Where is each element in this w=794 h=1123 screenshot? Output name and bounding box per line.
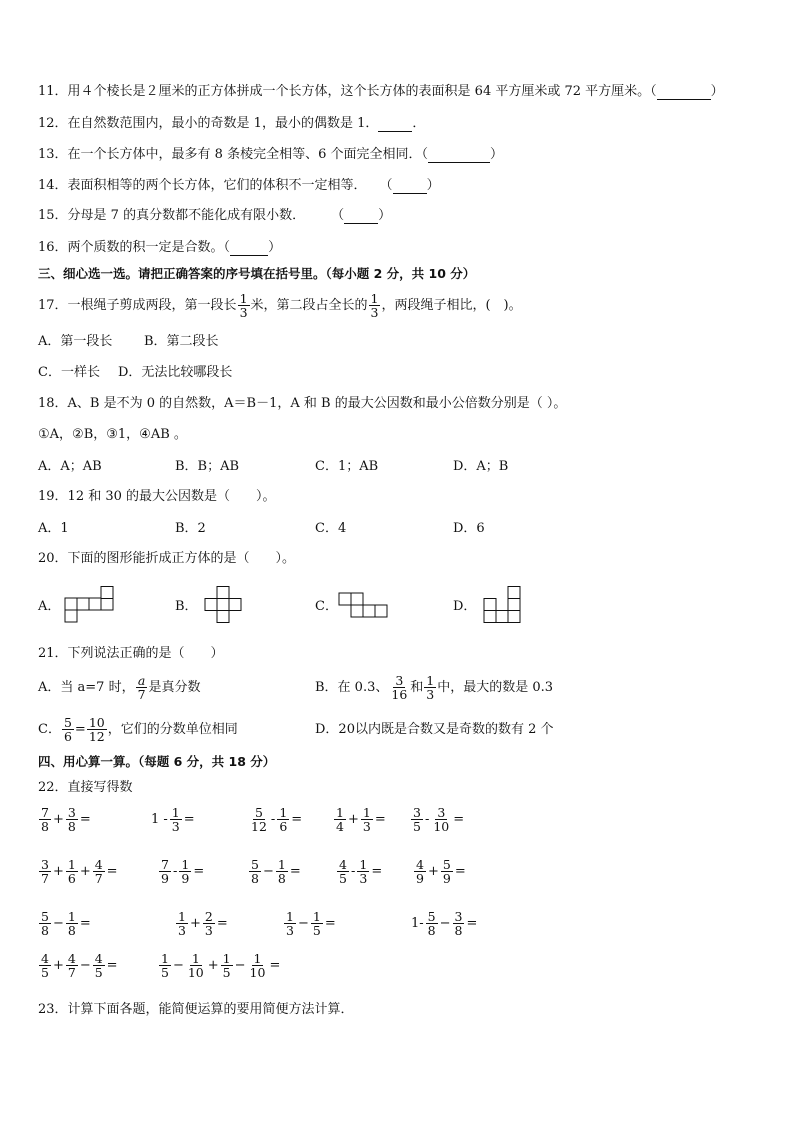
option-text: ，它们的分数单位相同 <box>107 722 238 737</box>
question-22 <box>38 780 133 796</box>
period: ． <box>412 116 426 131</box>
paren-close: ） <box>710 84 724 99</box>
numerator: 2 <box>204 909 213 924</box>
equals-sign: = <box>269 958 281 974</box>
q19-option-a[interactable]: A．1 <box>38 521 69 536</box>
question-number: 17． <box>38 298 68 314</box>
option-text: 和 <box>410 680 424 695</box>
q19-option-c[interactable]: C．4 <box>315 521 347 536</box>
question-number: 20． <box>38 551 68 566</box>
fraction <box>334 806 346 833</box>
equals-sign: = <box>183 812 195 828</box>
denominator: 5 <box>339 871 347 887</box>
calc-expression <box>413 858 467 885</box>
cube-net-a-icon <box>64 586 118 624</box>
denominator: 6 <box>279 819 288 835</box>
equals-sign: = <box>74 722 86 737</box>
option-text: 中，最大的数是 0.3 <box>437 680 554 695</box>
numerator: 3 <box>395 672 404 688</box>
fraction <box>248 952 268 979</box>
operator: − <box>297 916 309 932</box>
fraction <box>249 858 261 885</box>
operator: + <box>79 864 91 880</box>
fraction <box>39 806 51 833</box>
section-3-title: 三、细心选一选。请把正确答案的序号填在括号里。（每小题 2 分，共 10 分） <box>38 266 476 281</box>
denominator: 8 <box>454 923 463 939</box>
paren-close: ） <box>378 208 392 223</box>
fraction <box>453 910 465 937</box>
option-text: C． <box>38 722 61 737</box>
numerator: 4 <box>41 951 49 966</box>
equals-sign: = <box>106 864 118 880</box>
q20-option-a[interactable]: A． <box>38 599 61 614</box>
q19-option-b[interactable]: B．2 <box>175 521 206 536</box>
question-text: 下列说法正确的是（ ） <box>67 646 224 661</box>
numerator: 3 <box>454 909 463 924</box>
denominator: 4 <box>336 819 344 835</box>
question-text: 一根绳子剪成两段，第一段长 <box>67 298 237 314</box>
fraction <box>176 910 188 937</box>
q21-option-b[interactable] <box>315 672 553 704</box>
q20-option-d[interactable]: D． <box>453 599 477 614</box>
equals-sign: = <box>454 864 466 880</box>
fraction <box>221 952 233 979</box>
denominator: 8 <box>41 819 49 835</box>
question-text: 用４个棱长是２厘米的正方体拼成一个长方体，这个长方体的表面积是 64 平方厘米或 72 平方厘米。（ <box>67 84 657 99</box>
calc-expression <box>283 910 337 937</box>
q21-option-d[interactable]: D．20以内既是合数又是奇数的数有 2 个 <box>315 722 554 737</box>
denominator: 8 <box>67 923 76 939</box>
denominator: 3 <box>359 871 368 887</box>
question-number: 14． <box>38 178 68 193</box>
numerator: 10 <box>88 714 105 730</box>
q17-option-d[interactable]: D．无法比较哪段长 <box>118 365 233 380</box>
numerator: 1 <box>67 909 76 924</box>
fraction <box>186 952 206 979</box>
question-number: 19． <box>38 489 68 504</box>
question-text: 12 和 30 的最大公因数是（ ）。 <box>67 489 276 504</box>
numerator: 4 <box>94 857 103 872</box>
question-18 <box>38 396 566 412</box>
denominator: 8 <box>67 819 76 835</box>
numerator: 3 <box>41 857 49 872</box>
numerator: 5 <box>251 857 259 872</box>
operator: + <box>207 958 219 974</box>
calc-expression <box>38 910 92 937</box>
operator: - <box>350 864 356 880</box>
question-number: 22． <box>38 780 68 795</box>
fraction <box>39 910 51 937</box>
numerator: a <box>137 672 146 688</box>
numerator: 4 <box>67 951 76 966</box>
answer-blank[interactable] <box>393 181 427 194</box>
denominator: 7 <box>94 871 103 887</box>
q18-option-a[interactable]: A．A；AB <box>38 459 102 474</box>
denominator: 7 <box>41 871 49 887</box>
numerator: 3 <box>437 805 446 820</box>
calc-expression <box>410 806 465 833</box>
denominator: 3 <box>178 923 186 939</box>
calc-expression <box>248 858 302 885</box>
fraction <box>203 910 215 937</box>
fraction <box>411 806 423 833</box>
question-number: 18． <box>38 396 68 411</box>
denominator: 10 <box>433 819 450 835</box>
calc-expression <box>175 910 229 937</box>
numerator: 4 <box>94 951 103 966</box>
numerator: 1 <box>171 805 180 820</box>
question-16 <box>38 240 281 256</box>
fraction <box>284 910 296 937</box>
q18-option-d[interactable]: D．A；B <box>453 459 509 474</box>
paren-close: ） <box>426 178 440 193</box>
numerator: 1 <box>362 805 371 820</box>
numerator: 1 <box>67 857 76 872</box>
q17-option-b[interactable]: B．第二段长 <box>144 334 219 349</box>
option-text: A．当 a=7 时， <box>38 680 135 695</box>
operator: + <box>427 864 439 880</box>
denominator: 12 <box>88 729 105 744</box>
q17-option-c[interactable]: C．一样长 <box>38 365 100 380</box>
denominator: 9 <box>442 871 451 887</box>
fraction <box>277 806 289 833</box>
equals-sign: = <box>324 916 336 932</box>
numerator: 1 <box>222 951 231 966</box>
question-23 <box>38 1002 354 1018</box>
option-text: 是真分数 <box>148 680 201 695</box>
calc-expression <box>248 806 303 833</box>
operator: + <box>347 812 359 828</box>
fraction <box>311 910 323 937</box>
operator: − <box>52 916 64 932</box>
operator: + <box>52 864 64 880</box>
question-number: 12． <box>38 116 68 131</box>
numerator: 1 <box>359 857 368 872</box>
numerator: 5 <box>41 909 49 924</box>
numerator: 1 <box>181 857 190 872</box>
fraction <box>249 806 269 833</box>
calc-expression <box>333 806 387 833</box>
fraction <box>66 806 78 833</box>
question-number: 11． <box>38 84 68 99</box>
equals-sign: = <box>193 864 205 880</box>
fraction <box>361 806 373 833</box>
denominator: 3 <box>362 819 371 835</box>
answer-blank[interactable] <box>657 87 711 100</box>
numerator: 1 <box>161 951 169 966</box>
denominator: 3 <box>239 305 248 321</box>
denominator: 5 <box>312 923 321 939</box>
denominator: 3 <box>171 819 180 835</box>
operator: 1 - <box>151 812 168 828</box>
fraction <box>39 952 51 979</box>
denominator: 5 <box>222 965 231 981</box>
operator: - <box>424 812 430 828</box>
calc-expression <box>38 952 119 979</box>
fraction <box>93 952 105 979</box>
denominator: 5 <box>41 965 49 981</box>
numerator: 5 <box>63 714 72 730</box>
equals-sign: = <box>79 916 91 932</box>
denominator: 6 <box>67 871 76 887</box>
numerator: 3 <box>67 805 76 820</box>
denominator: 16 <box>391 687 408 702</box>
numerator: 5 <box>442 857 451 872</box>
paren-close: ） <box>490 147 504 162</box>
q18-option-c[interactable]: C．1；AB <box>315 459 379 474</box>
equals-sign: = <box>453 812 465 828</box>
denominator: 8 <box>427 923 436 939</box>
denominator: 8 <box>251 871 259 887</box>
calc-expression <box>150 806 196 833</box>
fraction <box>369 292 381 319</box>
fraction <box>179 858 191 885</box>
operator: + <box>52 958 64 974</box>
operator: - <box>172 864 178 880</box>
numerator: 1 <box>370 291 379 306</box>
operator: + <box>189 916 201 932</box>
cube-net-b-icon <box>204 586 248 626</box>
equals-sign: = <box>106 958 118 974</box>
operator: − <box>79 958 91 974</box>
question-19 <box>38 489 276 505</box>
numerator: 5 <box>427 909 436 924</box>
numerator: 1 <box>336 805 344 820</box>
numerator: 3 <box>413 805 421 820</box>
operator: − <box>439 916 451 932</box>
calc-expression <box>158 858 205 885</box>
fraction <box>238 292 250 319</box>
numerator: 1 <box>253 951 262 966</box>
fraction <box>337 858 349 885</box>
fraction <box>424 674 436 701</box>
q20-option-c[interactable]: C． <box>315 599 338 614</box>
question-number: 21． <box>38 646 68 661</box>
equals-sign: = <box>466 916 478 932</box>
question-text: 在自然数范围内，最小的奇数是 1，最小的偶数是 1． <box>67 116 379 131</box>
denominator: 3 <box>286 923 294 939</box>
question-text: A、B 是不为 0 的自然数，A＝B－1，A 和 B 的最大公因数和最小公倍数分别是（ ）。 <box>67 396 567 411</box>
question-17 <box>38 292 522 319</box>
fraction <box>441 858 453 885</box>
denominator: 8 <box>277 871 286 887</box>
numerator: 5 <box>254 805 263 820</box>
cube-net-c-icon <box>338 592 392 620</box>
equals-sign: = <box>289 864 301 880</box>
fraction <box>66 858 78 885</box>
denominator: 9 <box>181 871 190 887</box>
question-14 <box>38 178 440 194</box>
question-text: 下面的图形能折成正方体的是（ ）。 <box>67 551 296 566</box>
fraction <box>66 952 78 979</box>
option-text: B．在 0.3、 <box>315 680 389 695</box>
calc-expression <box>38 806 92 833</box>
fraction <box>62 716 74 743</box>
question-13 <box>38 147 503 163</box>
paren-close: ） <box>268 240 282 255</box>
denominator: 6 <box>63 729 72 744</box>
question-11 <box>38 84 724 100</box>
q21-option-a[interactable] <box>38 672 201 704</box>
calc-expression <box>158 952 281 979</box>
equals-sign: = <box>216 916 228 932</box>
question-text: 表面积相等的两个长方体，它们的体积不一定相等． （ <box>67 178 393 193</box>
question-text: 直接写得数 <box>67 780 133 795</box>
question-text: ，两段绳子相比，( )。 <box>381 298 522 314</box>
question-text: 在一个长方体中，最多有 8 条棱完全相等、6 个面完全相同．（ <box>67 147 428 162</box>
numerator: 1 <box>279 805 288 820</box>
numerator: 4 <box>339 857 347 872</box>
fraction <box>159 858 171 885</box>
denominator: 8 <box>41 923 49 939</box>
fraction <box>66 910 78 937</box>
section-4-title: 四、用心算一算。（每题 6 分，共 18 分） <box>38 754 276 769</box>
q20-option-b[interactable]: B． <box>175 599 198 614</box>
question-number: 23． <box>38 1002 68 1017</box>
denominator: 9 <box>416 871 424 887</box>
q18-sub-options: ①A，②B，③1，④AB 。 <box>38 427 187 442</box>
question-text: 分母是 7 的真分数都不能化成有限小数． （ <box>67 208 345 223</box>
numerator: 4 <box>416 857 424 872</box>
answer-blank[interactable] <box>378 119 412 132</box>
denominator: 7 <box>137 687 146 702</box>
denominator: 3 <box>204 923 213 939</box>
answer-blank[interactable] <box>344 211 378 224</box>
numerator: 1 <box>178 909 186 924</box>
answer-blank[interactable] <box>428 150 490 163</box>
calc-expression <box>410 910 478 937</box>
fraction <box>93 858 105 885</box>
question-text: 米，第二段占全长的 <box>250 298 368 314</box>
fraction <box>136 674 148 701</box>
question-21 <box>38 646 224 662</box>
cube-net-d-icon <box>483 586 525 626</box>
denominator: 7 <box>67 965 76 981</box>
denominator: 5 <box>413 819 421 835</box>
fraction <box>389 674 409 701</box>
fraction <box>39 858 51 885</box>
operator: − <box>262 864 274 880</box>
numerator: 1 <box>239 291 248 306</box>
fraction <box>414 858 426 885</box>
q21-option-c[interactable] <box>38 714 238 746</box>
equals-sign: = <box>291 812 303 828</box>
operator: − <box>234 958 246 974</box>
question-number: 15． <box>38 208 68 223</box>
question-text: 计算下面各题，能简便运算的要用简便方法计算． <box>67 1002 354 1017</box>
q17-option-a[interactable]: A．第一段长 <box>38 334 113 349</box>
operator: − <box>172 958 184 974</box>
denominator: 9 <box>161 871 169 887</box>
question-number: 16． <box>38 240 68 255</box>
numerator: 7 <box>161 857 169 872</box>
answer-blank[interactable] <box>230 243 268 256</box>
question-20 <box>38 551 295 567</box>
numerator: 1 <box>191 951 200 966</box>
q19-option-d[interactable]: D．6 <box>453 521 485 536</box>
numerator: 1 <box>312 909 321 924</box>
question-12 <box>38 116 425 132</box>
operator: - <box>270 812 276 828</box>
numerator: 1 <box>426 672 435 688</box>
denominator: 3 <box>426 687 435 702</box>
calc-expression <box>38 858 119 885</box>
operator: + <box>52 812 64 828</box>
fraction <box>431 806 451 833</box>
numerator: 1 <box>286 909 294 924</box>
fraction <box>426 910 438 937</box>
fraction <box>159 952 171 979</box>
denominator: 12 <box>251 819 267 835</box>
fraction <box>357 858 369 885</box>
q18-option-b[interactable]: B．B；AB <box>175 459 240 474</box>
numerator: 1 <box>277 857 286 872</box>
denominator: 10 <box>249 965 266 981</box>
numerator: 7 <box>41 805 49 820</box>
question-text: 两个质数的积一定是合数。（ <box>67 240 231 255</box>
equals-sign: = <box>374 812 386 828</box>
question-15 <box>38 208 391 224</box>
fraction <box>276 858 288 885</box>
denominator: 5 <box>94 965 103 981</box>
question-number: 13． <box>38 147 68 162</box>
operator: 1- <box>411 916 424 932</box>
equals-sign: = <box>79 812 91 828</box>
denominator: 5 <box>161 965 169 981</box>
equals-sign: = <box>371 864 383 880</box>
fraction <box>170 806 182 833</box>
denominator: 10 <box>187 965 204 981</box>
calc-expression <box>336 858 383 885</box>
denominator: 3 <box>370 305 379 321</box>
fraction <box>87 716 107 743</box>
